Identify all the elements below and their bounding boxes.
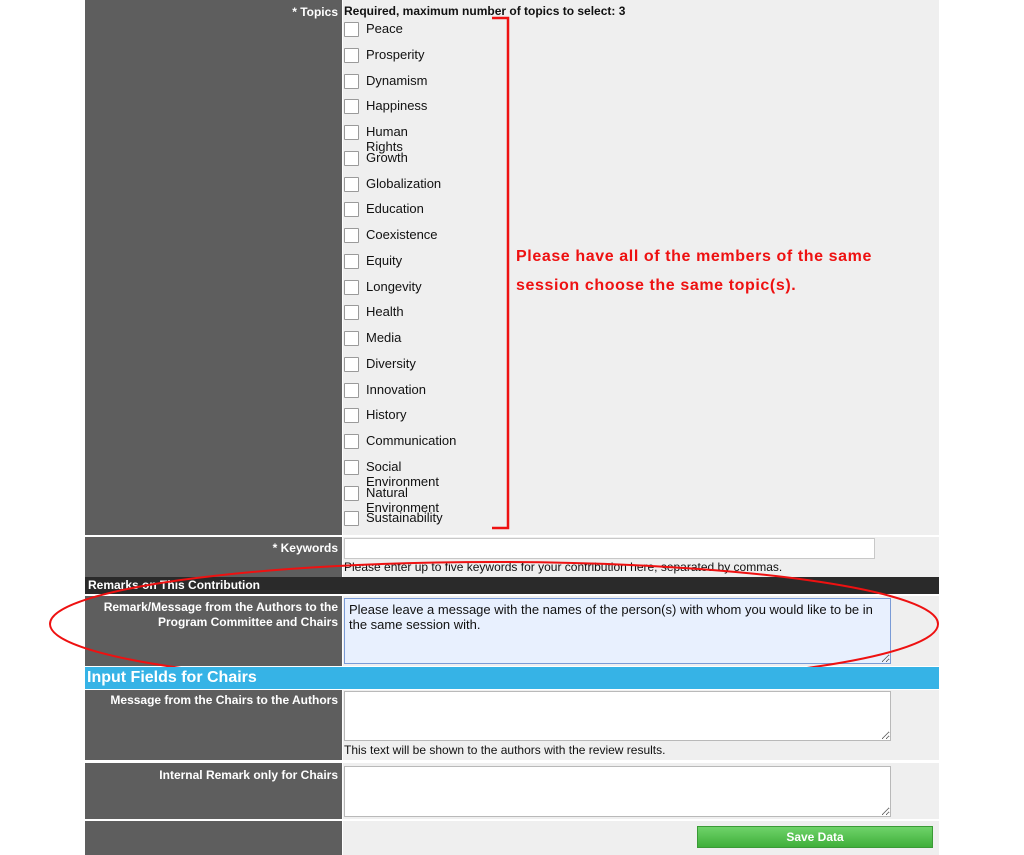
internal-remark-label: Internal Remark only for Chairs (159, 768, 338, 782)
topic-label: Innovation (366, 381, 426, 397)
topic-label: Diversity (366, 355, 416, 371)
topic-label: Coexistence (366, 227, 438, 242)
checkbox[interactable] (344, 74, 359, 89)
chairs-message-textarea[interactable] (344, 691, 891, 741)
topic-label: Happiness (366, 98, 428, 114)
topic-label: Prosperity (366, 46, 425, 62)
checkbox[interactable] (344, 202, 359, 217)
topics-requirement: Required, maximum number of topics to select: 3 (344, 4, 626, 18)
chairs-section-title: Input Fields for Chairs (87, 669, 257, 686)
remarks-section-title: Remarks on This Contribution (88, 578, 261, 592)
checkbox[interactable] (344, 357, 359, 372)
topic-label: Dynamism (366, 72, 428, 88)
topic-label: Communication (366, 433, 457, 448)
checkbox[interactable] (344, 434, 359, 449)
topic-label: Longevity (366, 278, 422, 294)
save-data-button[interactable]: Save Data (697, 826, 933, 848)
topic-label: Media (366, 330, 402, 345)
annotation-note (516, 242, 872, 300)
checkbox[interactable] (344, 99, 359, 114)
internal-remark-textarea[interactable] (344, 766, 891, 817)
remark-label: Remark/Message from the Authors to the Program Committee and Chairs (103, 600, 338, 629)
keywords-help: Please enter up to five keywords for your contribution here, separated by commas. (344, 560, 783, 574)
topic-label: Human Rights (366, 124, 408, 154)
keywords-label: * Keywords (272, 541, 338, 555)
save-row-label-cell (85, 821, 342, 855)
topic-label: Peace (366, 21, 403, 36)
annotation-line-1: Please have all of the members of the same (516, 248, 873, 265)
topic-label: Growth (366, 149, 408, 165)
topic-label: Health (366, 304, 404, 320)
topic-label: Equity (366, 252, 403, 268)
chairs-section-header (85, 667, 939, 689)
checkbox[interactable] (344, 331, 359, 346)
checkbox[interactable] (344, 383, 359, 398)
topics-label: * Topics (292, 5, 338, 19)
topics-label-cell (85, 0, 342, 535)
checkbox[interactable] (344, 408, 359, 423)
chairs-message-label: Message from the Chairs to the Authors (110, 693, 338, 707)
checkbox[interactable] (344, 177, 359, 192)
topic-label: Social Environment (366, 458, 439, 489)
internal-remark-label-cell (85, 763, 342, 819)
checkbox[interactable] (344, 125, 359, 140)
chairs-message-label-cell (85, 690, 342, 760)
checkbox[interactable] (344, 460, 359, 475)
topic-label: History (366, 407, 407, 423)
chairs-message-help: This text will be shown to the authors with the review results. (344, 743, 666, 757)
checkbox[interactable] (344, 254, 359, 269)
topic-label: Natural Environment (366, 484, 439, 515)
checkbox[interactable] (344, 305, 359, 320)
checkbox[interactable] (344, 48, 359, 63)
checkbox[interactable] (344, 511, 359, 526)
annotation-bracket (490, 14, 514, 534)
checkbox[interactable] (344, 486, 359, 501)
topic-label: Education (366, 201, 424, 217)
checkbox[interactable] (344, 280, 359, 295)
checkbox[interactable] (344, 151, 359, 166)
topic-label: Sustainability (366, 510, 443, 526)
annotation-line-2: session choose the same topic(s). (516, 277, 797, 294)
topic-label: Globalization (366, 175, 442, 191)
checkbox[interactable] (344, 228, 359, 243)
checkbox[interactable] (344, 22, 359, 37)
